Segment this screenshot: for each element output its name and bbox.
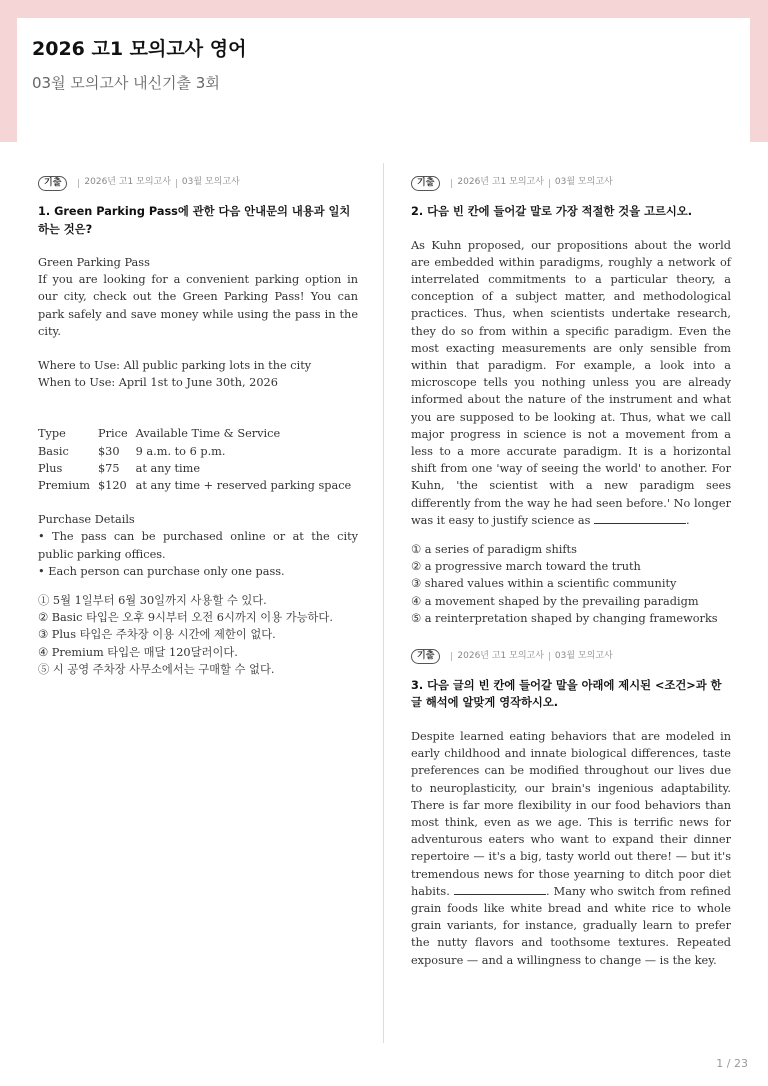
meta-separator bbox=[78, 179, 79, 188]
question-meta bbox=[411, 175, 731, 191]
question-passage bbox=[411, 237, 731, 529]
table-header-cell: Price bbox=[98, 427, 128, 441]
pricing-table bbox=[38, 425, 359, 494]
question-2 bbox=[411, 175, 731, 627]
table-cell: at any time bbox=[135, 461, 201, 475]
choice-5[interactable]: ⑤ 시 공영 주차장 사무소에서는 구매할 수 없다. bbox=[38, 662, 275, 676]
choice-3[interactable]: ③ shared values within a scientific community bbox=[411, 577, 677, 591]
right-column bbox=[411, 175, 731, 969]
choice-4[interactable]: ④ Premium 타입은 매달 120달러이다. bbox=[38, 645, 238, 659]
table-cell: $30 bbox=[98, 444, 120, 458]
table-cell: $120 bbox=[98, 479, 127, 493]
answer-choices bbox=[411, 541, 731, 627]
passage-text: As Kuhn proposed, our propositions about the world are embedded within paradigms, roughly a network of interrelated commitments to a particular theory, a conception of a subject matter, and methodological practices. Thus, when scientists undertake research, they do so from within a specific paradigm. Even the most exacting measurements are only sensible from within that paradigm. For example, a look into a microscope tells you nothing unless you are already informed about the nature of the instrument and what you are supposed to be looking at. Thus, what we call major progress in science is not a movement from a less to a more accurate paradigm. It is a horizontal shift from one 'way of seeing the world' to another. For Kuhn, 'the scientist with a new paradigm sees differently from the way he had seen before.' No longer was it easy to justify science as bbox=[411, 238, 731, 527]
purchase-item: • The pass can be purchased online or at the city public parking offices. bbox=[38, 530, 358, 561]
document-title: 2026 고1 모의고사 영어 bbox=[32, 38, 247, 60]
table-cell: at any time + reserved parking space bbox=[135, 479, 352, 493]
where-to-use: Where to Use: All public parking lots in the city bbox=[38, 359, 312, 373]
answer-blank bbox=[454, 884, 546, 895]
table-cell: Premium bbox=[38, 479, 90, 493]
choice-1[interactable]: ① 5월 1일부터 6월 30일까지 사용할 수 있다. bbox=[38, 594, 267, 608]
question-title: 2. 다음 빈 칸에 들어갈 말로 가장 적절한 것을 고르시오. bbox=[411, 205, 693, 218]
meta-separator bbox=[549, 652, 550, 661]
question-title: 3. 다음 글의 빈 칸에 들어갈 말을 아래에 제시된 <조건>과 한글 해석에 알맞게 영작하시오. bbox=[411, 678, 722, 710]
document-subtitle: 03월 모의고사 내신기출 3회 bbox=[32, 74, 220, 92]
purchase-heading: Purchase Details bbox=[38, 513, 135, 527]
exam-year-label: 2026년 고1 모의고사 bbox=[457, 177, 544, 188]
exam-month-label: 03월 모의고사 bbox=[181, 177, 240, 188]
table-cell: Basic bbox=[38, 444, 69, 458]
meta-separator bbox=[451, 179, 452, 188]
passage-end: . bbox=[685, 513, 690, 527]
exam-year-label: 2026년 고1 모의고사 bbox=[457, 651, 544, 662]
choice-5[interactable]: ⑤ a reinterpretation shaped by changing frameworks bbox=[411, 611, 718, 625]
purchase-item: • Each person can purchase only one pass. bbox=[38, 564, 285, 578]
answer-choices bbox=[38, 592, 358, 678]
choice-3[interactable]: ③ Plus 타입은 주차장 이용 시간에 제한이 없다. bbox=[38, 628, 276, 642]
choice-1[interactable]: ① a series of paradigm shifts bbox=[411, 542, 577, 556]
passage-text: . Many who switch from refined grain foods like white bread and white rice to whole grain variants, for instance, gradually learn to prefer the nutty flavors and toothsome textures. Repeated exposure — and a willingness to change — is the key. bbox=[411, 884, 732, 967]
meta-separator bbox=[549, 179, 550, 188]
question-passage bbox=[411, 728, 731, 969]
meta-separator bbox=[176, 179, 177, 188]
passage-heading: Green Parking Pass bbox=[38, 256, 150, 269]
table-cell: $75 bbox=[98, 461, 120, 475]
source-tag: 기출 bbox=[38, 176, 67, 191]
source-tag: 기출 bbox=[411, 176, 440, 191]
answer-blank bbox=[594, 513, 686, 524]
question-meta bbox=[38, 175, 358, 191]
table-row bbox=[38, 460, 359, 477]
table-row bbox=[38, 477, 359, 494]
table-row bbox=[38, 443, 359, 460]
question-title: 1. Green Parking Pass에 관한 다음 안내문의 내용과 일치하는 것은? bbox=[38, 205, 351, 236]
choice-2[interactable]: ② a progressive march toward the truth bbox=[411, 560, 641, 574]
passage-text: Despite learned eating behaviors that are modeled in early childhood and innate biological differences, taste preferences can be modified throughout our lives due to neuroplasticity, our brain's ingenious adaptability. There is far more flexibility in our food behaviors than most think, even as we age. This is terrific news for adventurous eaters who want to expand their dinner repertoire — it's a big, tasty world out there! — but it's tremendous news for those yearning to ditch poor diet habits. bbox=[411, 729, 731, 898]
source-tag: 기출 bbox=[411, 649, 440, 664]
exam-month-label: 03월 모의고사 bbox=[554, 177, 613, 188]
meta-separator bbox=[451, 652, 452, 661]
table-header-cell: Type bbox=[38, 427, 66, 441]
column-divider bbox=[383, 163, 384, 1043]
table-cell: 9 a.m. to 6 p.m. bbox=[135, 444, 226, 458]
question-meta bbox=[411, 649, 731, 665]
exam-year-label: 2026년 고1 모의고사 bbox=[84, 177, 171, 188]
table-cell: Plus bbox=[38, 461, 63, 475]
page-number: 1 / 23 bbox=[716, 1057, 748, 1070]
table-header-cell: Available Time & Service bbox=[135, 427, 281, 441]
question-3 bbox=[411, 649, 731, 969]
table-header-row bbox=[38, 425, 359, 442]
choice-2[interactable]: ② Basic 타입은 오후 9시부터 오전 6시까지 이용 가능하다. bbox=[38, 611, 333, 625]
choice-4[interactable]: ④ a movement shaped by the prevailing paradigm bbox=[411, 594, 699, 608]
question-passage bbox=[38, 254, 358, 580]
passage-intro: If you are looking for a convenient parking option in our city, check out the Green Parking Pass! You can park safely and save money while using the pass in the city. bbox=[38, 273, 358, 338]
exam-month-label: 03월 모의고사 bbox=[554, 651, 613, 662]
question-1 bbox=[38, 175, 358, 678]
when-to-use: When to Use: April 1st to June 30th, 2026 bbox=[38, 376, 278, 390]
